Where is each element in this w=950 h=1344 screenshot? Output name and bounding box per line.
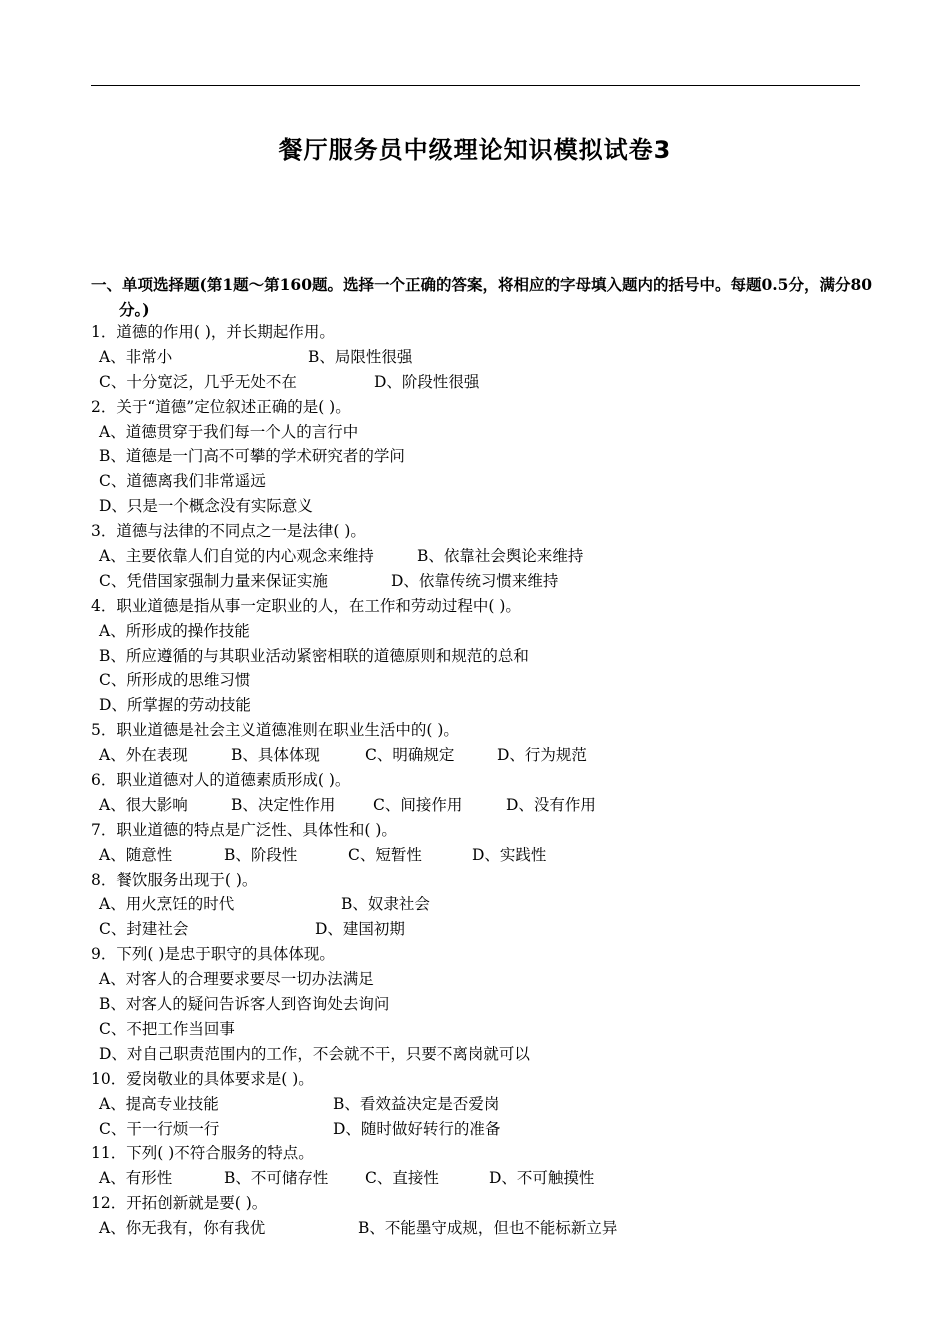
question-stem: 1．道德的作用( )，并长期起作用。 [91,323,335,341]
question-stem: 11．下列( )不符合服务的特点。 [91,1144,314,1163]
answer-option: A、对客人的合理要求要尽一切办法满足 [99,970,374,989]
answer-option: B、道德是一门高不可攀的学术研究者的学问 [99,447,405,466]
answer-option: A、有形性 [99,1169,173,1188]
answer-options [91,1092,863,1117]
section-heading: 一、单项选择题(第1题～第160题。选择一个正确的答案，将相应的字母填入题内的括号中。每题0.5分，满分80分。) [91,275,873,319]
answer-option: A、主要依靠人们自觉的内心观念来维持 [99,547,374,566]
answer-option: D、没有作用 [506,795,596,814]
answer-option: A、用火烹饪的时代 [99,895,235,914]
page-title: 餐厅服务员中级理论知识模拟试卷3 [278,136,672,164]
answer-options [91,1042,863,1067]
header-rule [91,85,860,86]
answer-option: D、行为规范 [497,746,587,765]
answer-option: D、不可触摸性 [489,1169,595,1188]
answer-options [91,1017,863,1042]
answer-option: A、道德贯穿于我们每一个人的言行中 [99,422,359,441]
answer-option: A、提高专业技能 [99,1094,219,1113]
answer-option: B、不能墨守成规，但也不能标新立异 [358,1219,618,1238]
answer-option: D、阶段性很强 [374,372,480,391]
answer-option: C、短暂性 [348,845,422,864]
answer-option: B、依靠社会舆论来维持 [417,547,584,566]
answer-option: B、所应遵循的与其职业活动紧密相联的道德原则和规范的总和 [99,646,529,665]
answer-option: D、依靠传统习惯来维持 [391,571,559,590]
answer-option: B、看效益决定是否爱岗 [333,1094,500,1113]
question-stem: 7．职业道德的特点是广泛性、具体性和( )。 [91,820,397,839]
answer-option: A、随意性 [99,845,173,864]
question-stem: 6．职业道德对人的道德素质形成( )。 [91,771,351,790]
answer-options [91,743,863,768]
answer-options [91,917,863,942]
answer-options [91,370,863,395]
question-stem: 9．下列( )是忠于职守的具体体现。 [91,945,335,964]
answer-option: B、对客人的疑问告诉客人到咨询处去询问 [99,995,390,1014]
answer-options [91,494,863,519]
answer-option: C、凭借国家强制力量来保证实施 [99,571,328,590]
answer-option: B、具体体现 [231,746,320,765]
question-stem: 10．爱岗敬业的具体要求是( )。 [91,1069,314,1088]
answer-option: D、只是一个概念没有实际意义 [99,497,313,516]
question-stem: 5．职业道德是社会主义道德准则在职业生活中的( )。 [91,721,459,740]
answer-option: D、所掌握的劳动技能 [99,696,251,715]
question-list [91,320,863,1241]
answer-option: A、你无我有，你有我优 [99,1219,266,1238]
question-stem: 8．餐饮服务出现于( )。 [91,870,258,889]
answer-option: B、局限性很强 [308,347,413,366]
answer-options [91,420,863,445]
answer-options [91,992,863,1017]
answer-option: B、决定性作用 [231,795,336,814]
question-stem: 4．职业道德是指从事一定职业的人，在工作和劳动过程中( )。 [91,596,521,615]
answer-options [91,444,863,469]
answer-options [91,1117,863,1142]
answer-option: C、直接性 [365,1169,439,1188]
answer-option: C、干一行烦一行 [99,1119,220,1138]
answer-option: D、实践性 [472,845,547,864]
question-stem: 2．关于“道德”定位叙述正确的是( )。 [91,397,351,416]
answer-option: B、不可储存性 [224,1169,329,1188]
answer-option: B、奴隶社会 [341,895,430,914]
answer-options [91,469,863,494]
answer-option: A、所形成的操作技能 [99,621,250,640]
answer-option: C、明确规定 [365,746,455,765]
answer-option: A、外在表现 [99,746,188,765]
answer-option: B、阶段性 [224,845,298,864]
answer-option: C、十分宽泛，几乎无处不在 [99,372,297,391]
answer-options [91,668,863,693]
answer-option: C、封建社会 [99,920,189,939]
answer-options [91,892,863,917]
answer-option: C、不把工作当回事 [99,1019,235,1038]
answer-options [91,544,863,569]
answer-option: A、很大影响 [99,795,188,814]
answer-option: C、道德离我们非常遥远 [99,472,266,491]
question-stem: 3．道德与法律的不同点之一是法律( )。 [91,522,366,541]
answer-options [91,619,863,644]
answer-options [91,345,863,370]
answer-options [91,1216,863,1241]
answer-option: D、建国初期 [315,920,405,939]
answer-options [91,967,863,992]
answer-options [91,569,863,594]
answer-options [91,793,863,818]
answer-options [91,693,863,718]
answer-options [91,644,863,669]
answer-option: C、间接作用 [373,795,463,814]
question-stem: 12．开拓创新就是要( )。 [91,1194,268,1213]
answer-option: D、对自己职责范围内的工作，不会就不干，只要不离岗就可以 [99,1044,530,1063]
answer-option: C、所形成的思维习惯 [99,671,251,690]
answer-option: D、随时做好转行的准备 [333,1119,501,1138]
answer-options [91,1166,863,1191]
answer-option: A、非常小 [99,347,173,366]
answer-options [91,843,863,868]
